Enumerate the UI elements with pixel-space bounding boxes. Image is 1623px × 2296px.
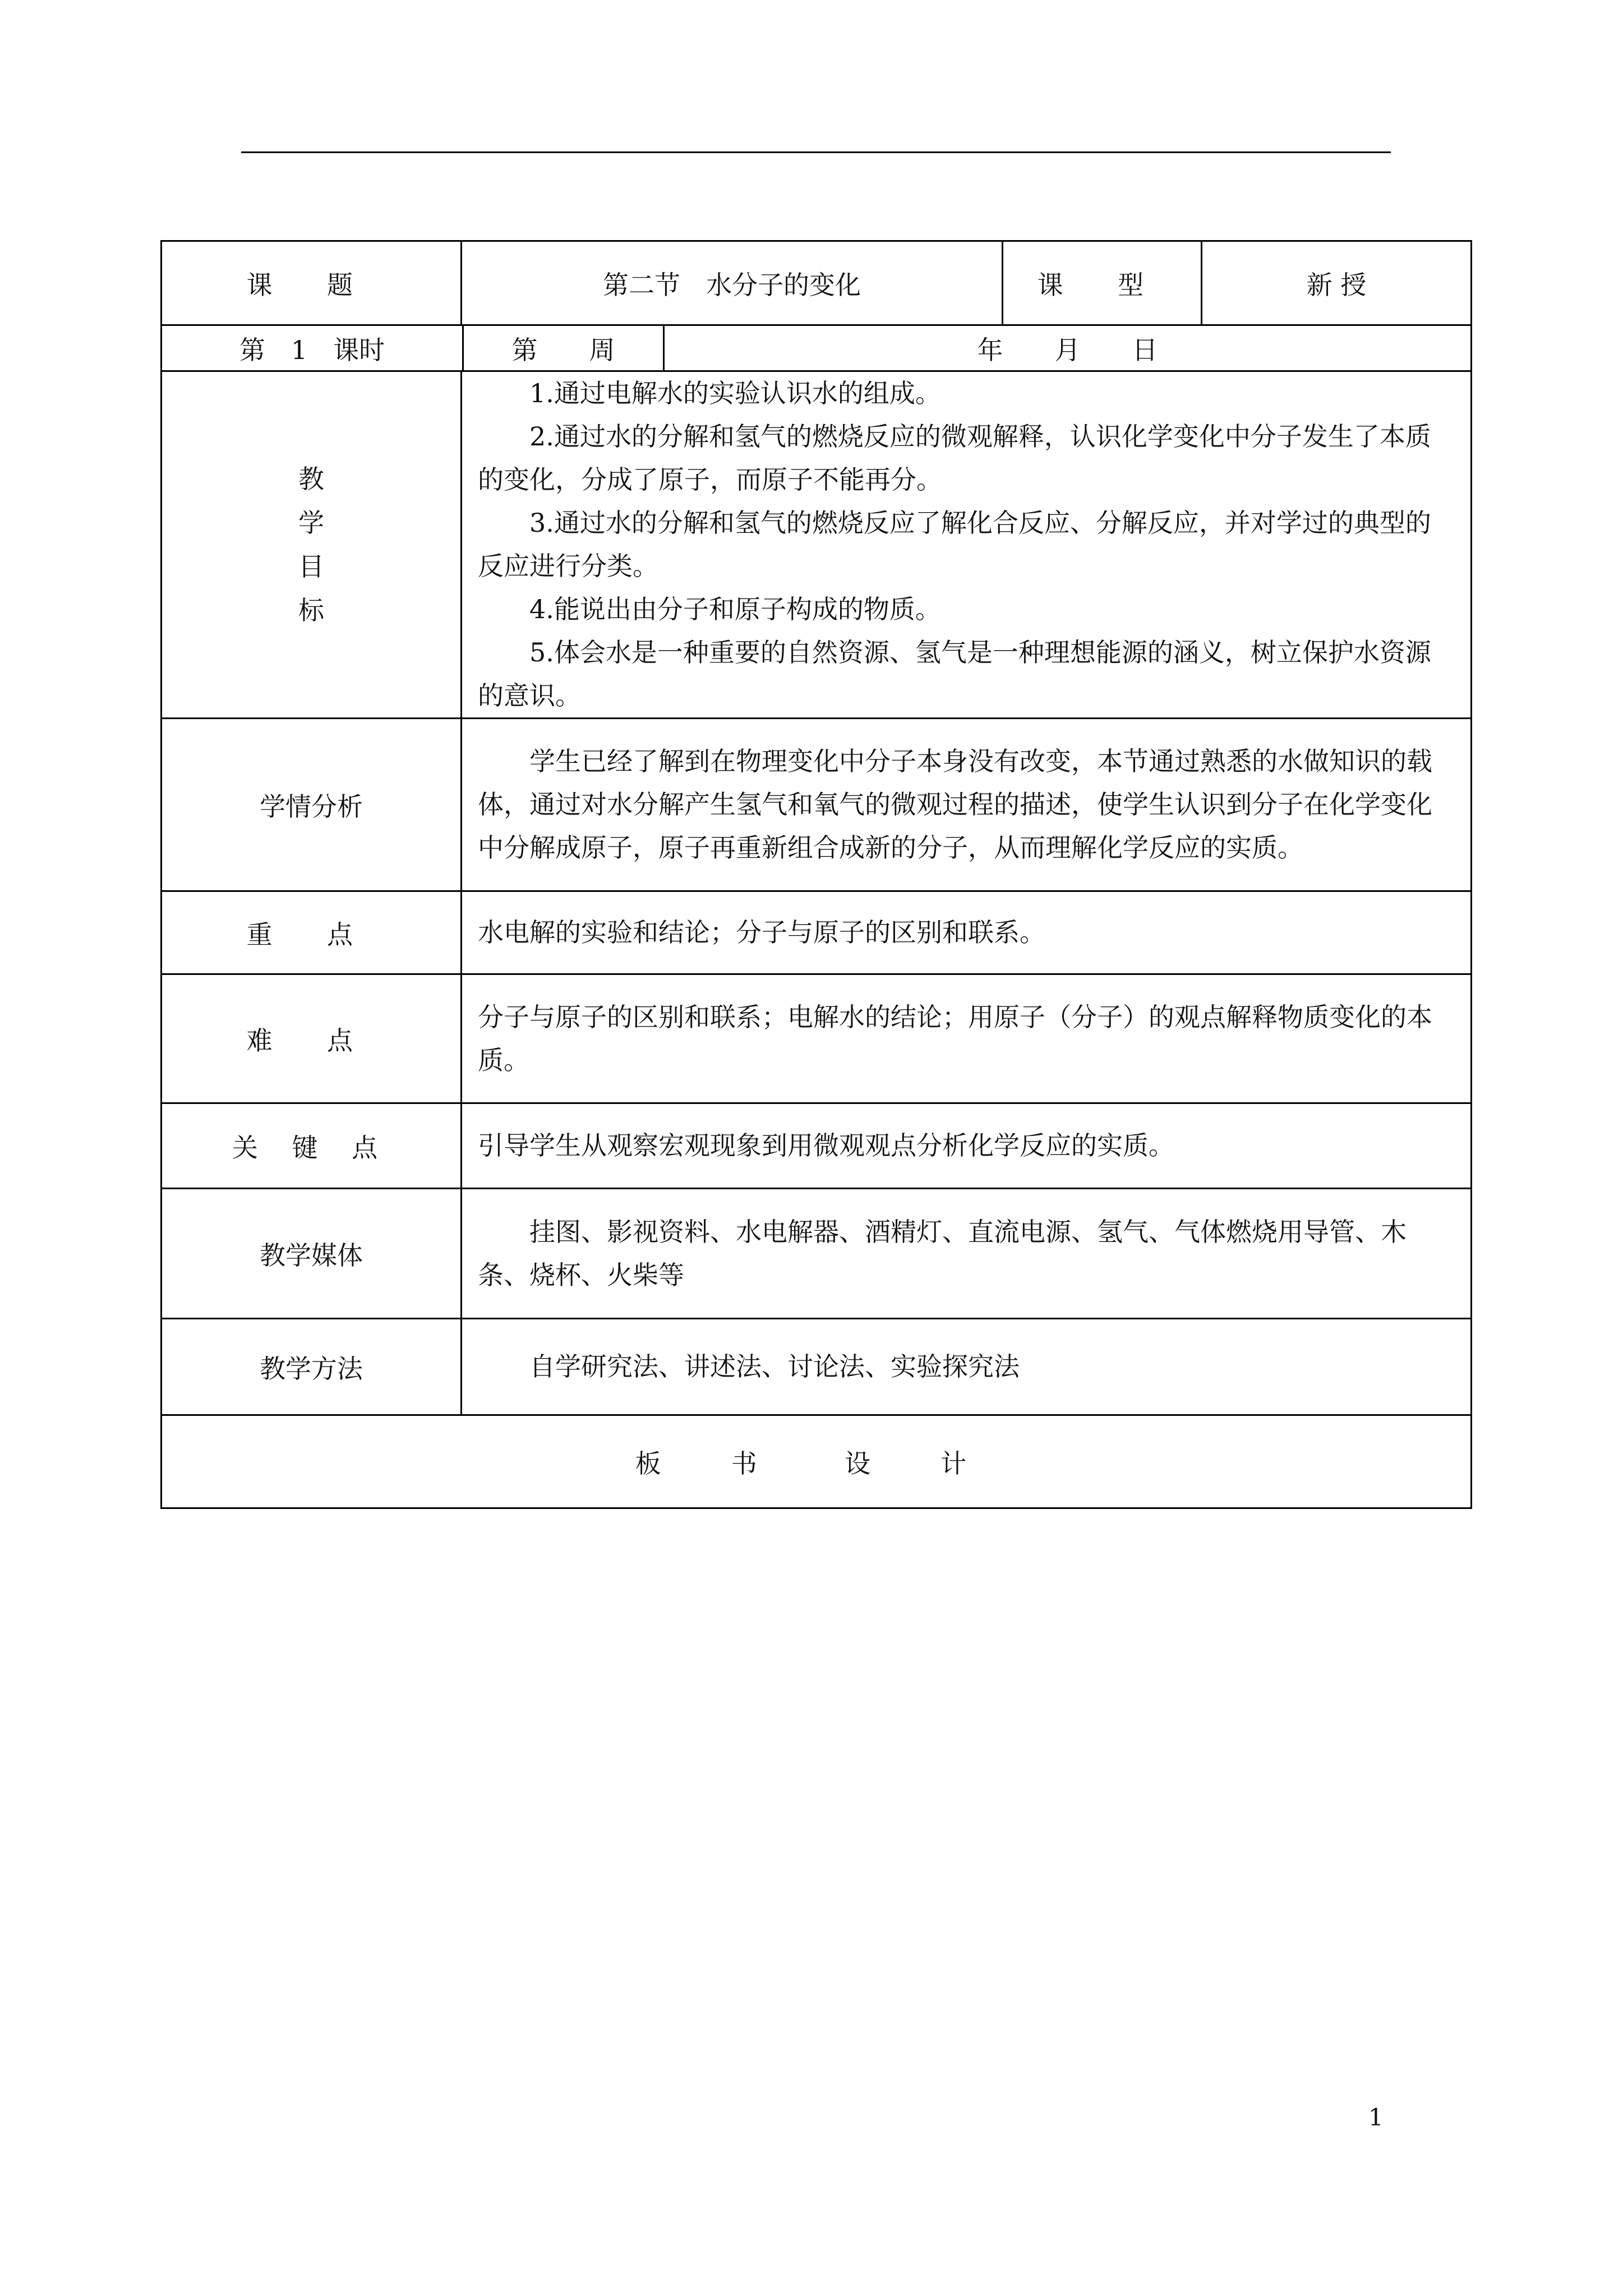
objectives-label: 教 学 目 标	[162, 371, 462, 719]
page-number: 1	[1368, 2104, 1384, 2131]
key-points-row	[162, 891, 1472, 974]
board-design-label: 板 书 设 计	[162, 1415, 1472, 1508]
board-design-row	[162, 1415, 1472, 1508]
info-row	[162, 325, 1472, 371]
media-row	[162, 1189, 1472, 1319]
difficulties-row	[162, 974, 1472, 1103]
key-points-label: 重 点	[162, 891, 462, 974]
week-field: 第 周	[462, 326, 663, 370]
objective-item: 4.能说出由分子和原子构成的物质。	[529, 594, 941, 624]
analysis-row	[162, 719, 1472, 891]
critical-content: 引导学生从观察宏观现象到用微观观点分析化学反应的实质。	[462, 1103, 1472, 1189]
key-points-content: 水电解的实验和结论；分子与原子的区别和联系。	[462, 891, 1472, 974]
difficulties-label: 难 点	[162, 974, 462, 1103]
methods-row	[162, 1319, 1472, 1415]
topic-row	[162, 241, 1472, 325]
methods-content: 自学研究法、讲述法、讨论法、实验探究法	[462, 1319, 1472, 1415]
header-rule	[241, 151, 1391, 153]
objective-item: 1.通过电解水的实验认识水的组成。	[529, 378, 941, 408]
lesson-period: 第 1 课时	[239, 334, 385, 365]
methods-label: 教学方法	[162, 1319, 462, 1415]
analysis-label: 学情分析	[162, 719, 462, 891]
objective-item: 5.体会水是一种重要的自然资源、氢气是一种理想能源的涵义，树立保护水资源的意识。	[478, 637, 1431, 711]
objectives-row	[162, 371, 1472, 719]
lesson-plan-table	[160, 240, 1472, 1509]
difficulties-content: 分子与原子的区别和联系；电解水的结论；用原子（分子）的观点解释物质变化的本质。	[462, 974, 1472, 1103]
analysis-content: 学生已经了解到在物理变化中分子本身没有改变，本节通过熟悉的水做知识的载体，通过对水分解产生氢气和氧气的微观过程的描述，使学生认识到分子在化学变化中分解成原子，原子再重新组合成新的分子，从而理解化学反应的实质。	[462, 719, 1472, 891]
topic-label: 课 题	[162, 241, 462, 325]
objective-item: 2.通过水的分解和氢气的燃烧反应的微观解释，认识化学变化中分子发生了本质的变化，分成了原子，而原子不能再分。	[478, 421, 1431, 495]
media-label: 教学媒体	[162, 1189, 462, 1319]
date-field: 年 月 日	[663, 326, 1470, 370]
topic-value: 第二节 水分子的变化	[462, 241, 1003, 325]
media-content: 挂图、影视资料、水电解器、酒精灯、直流电源、氢气、气体燃烧用导管、木条、烧杯、火柴等	[462, 1189, 1472, 1319]
objective-item: 3.通过水的分解和氢气的燃烧反应了解化合反应、分解反应，并对学过的典型的反应进行分类。	[478, 508, 1431, 581]
type-value: 新 授	[1202, 241, 1472, 325]
critical-label: 关 键 点	[162, 1103, 462, 1189]
critical-row	[162, 1103, 1472, 1189]
objectives-content	[462, 371, 1472, 719]
type-label: 课 型	[1003, 241, 1202, 325]
